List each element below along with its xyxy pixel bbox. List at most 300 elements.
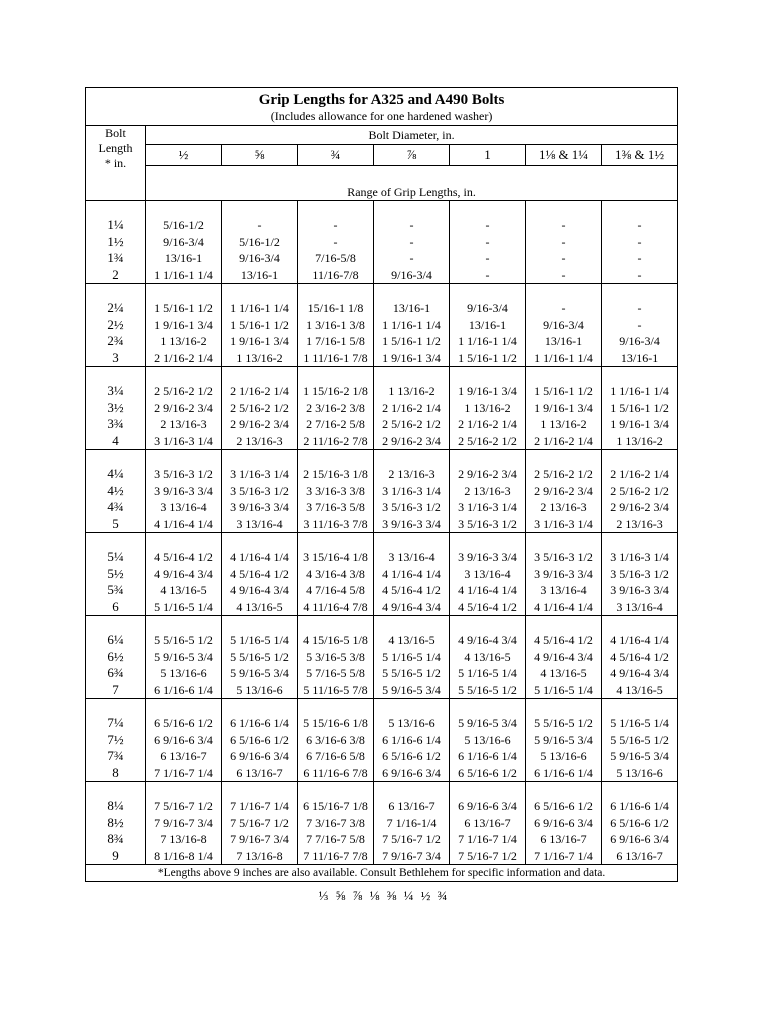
grip-range-cell xyxy=(526,284,602,367)
grip-range-value: 5 1/16-5 1/4 xyxy=(230,633,289,647)
bolt-diameter-header: Bolt Diameter, in. xyxy=(146,126,678,145)
grip-range-value: 4 1/16-4 1/4 xyxy=(230,550,289,564)
grip-range-value: 1 1/16-1 1/4 xyxy=(154,267,213,282)
grip-range-value: 4 7/16-4 5/8 xyxy=(306,583,365,597)
grip-range-cell xyxy=(602,450,678,533)
grip-range-value: 3 5/16-3 1/2 xyxy=(610,566,669,581)
grip-range-value: 7 9/16-7 3/4 xyxy=(154,815,213,830)
grip-range-value: 2 13/16-3 xyxy=(160,417,207,431)
grip-range-value: - xyxy=(637,218,642,232)
grip-range-value: - xyxy=(561,218,566,232)
diameter-row xyxy=(86,145,678,166)
grip-range-cell xyxy=(222,616,298,699)
length-group-row xyxy=(86,616,678,699)
bolt-length-header: Bolt Length * in. xyxy=(86,126,146,201)
grip-range-cell xyxy=(602,367,678,450)
grip-range-value: 5 5/16-5 1/2 xyxy=(610,732,669,747)
grip-range-cell xyxy=(602,284,678,367)
grip-range-value: 3 15/16-4 1/8 xyxy=(303,550,368,564)
grip-range-value: 5 9/16-5 3/4 xyxy=(230,666,289,680)
grip-range-value: 3 5/16-3 1/2 xyxy=(458,516,517,531)
length-group-row xyxy=(86,533,678,616)
grip-range-value: 2 13/16-3 xyxy=(540,500,587,514)
grip-range-value: 6 5/16-6 1/2 xyxy=(534,799,593,813)
grip-range-value: 7 1/16-7 1/4 xyxy=(230,799,289,813)
grip-range-value: 3 5/16-3 1/2 xyxy=(534,550,593,564)
grip-range-value: 3 9/16-3 3/4 xyxy=(610,583,669,597)
grip-range-cell xyxy=(450,450,526,533)
grip-range-value: 3 13/16-4 xyxy=(160,500,207,514)
grip-range-value: 4 13/16-5 xyxy=(388,633,435,647)
grip-range-value: 1 1/16-1 1/4 xyxy=(230,301,289,315)
grip-range-value: 5 1/16-5 1/4 xyxy=(154,599,213,614)
grip-range-value: 4 5/16-4 1/2 xyxy=(610,649,669,664)
bolt-length-value: 7¾ xyxy=(107,748,124,763)
grip-range-value: 5 9/16-5 3/4 xyxy=(154,649,213,664)
grip-range-value: 2 7/16-2 5/8 xyxy=(306,417,365,431)
grip-range-value: 4 5/16-4 1/2 xyxy=(534,633,593,647)
grip-range-cell xyxy=(222,533,298,616)
bolt-length-value: 8¾ xyxy=(107,831,124,846)
grip-range-value: 9/16-3/4 xyxy=(239,251,280,265)
bolt-length-value: 2¼ xyxy=(107,300,124,315)
grip-range-value: 7 1/16-7 1/4 xyxy=(458,832,517,846)
grip-range-value: 4 1/16-4 1/4 xyxy=(458,583,517,597)
footnote: *Lengths above 9 inches are also available. Consult Bethlehem for specific information and data. xyxy=(86,865,678,882)
grip-range-value: 1 13/16-2 xyxy=(616,433,663,448)
grip-range-value: 4 9/16-4 3/4 xyxy=(610,666,669,680)
grip-range-value: 6 1/16-6 1/4 xyxy=(230,716,289,730)
bolt-length-value: 8 xyxy=(112,764,119,780)
grip-range-value: 1 9/16-1 3/4 xyxy=(382,350,441,365)
grip-range-value: 6 13/16-7 xyxy=(464,815,511,830)
grip-range-cell xyxy=(526,367,602,450)
table-subtitle: (Includes allowance for one hardened washer) xyxy=(270,108,493,123)
bolt-length-value: 1½ xyxy=(107,233,124,249)
grip-range-cell xyxy=(222,201,298,284)
grip-range-cell xyxy=(374,201,450,284)
grip-range-value: 4 13/16-5 xyxy=(540,666,587,680)
grip-range-value: 3 13/16-4 xyxy=(540,583,587,597)
stray-fraction-glyphs: ⅓ ⅝ ⅞ ⅛ ⅜ ¼ ½ ¾ xyxy=(318,888,450,903)
grip-range-value: 1 1/16-1 1/4 xyxy=(458,334,517,348)
grip-range-value: 4 9/16-4 3/4 xyxy=(382,599,441,614)
title-cell xyxy=(86,88,678,126)
grip-range-value: 5 5/16-5 1/2 xyxy=(458,682,517,697)
grip-range-cell xyxy=(602,201,678,284)
grip-range-value: 3 5/16-3 1/2 xyxy=(154,467,213,481)
diameter-header-cell: 1 xyxy=(450,145,526,166)
grip-range-value: 2 5/16-2 1/2 xyxy=(458,433,517,448)
grip-range-value: 9/16-3/4 xyxy=(467,301,508,315)
bolt-length-value: 6 xyxy=(112,598,119,614)
grip-range-value: 6 13/16-7 xyxy=(160,749,207,763)
bolt-length-value: 1¼ xyxy=(107,217,124,232)
grip-range-value: 4 9/16-4 3/4 xyxy=(534,649,593,664)
grip-range-value: 6 9/16-6 3/4 xyxy=(154,732,213,747)
grip-range-value: 3 9/16-3 3/4 xyxy=(458,550,517,564)
diameter-header-cell: ⅞ xyxy=(374,145,450,166)
grip-range-value: 3 5/16-3 1/2 xyxy=(230,483,289,498)
grip-range-value: 6 3/16-6 3/8 xyxy=(306,732,365,747)
grip-range-value: 6 13/16-7 xyxy=(540,832,587,846)
grip-range-value: 4 9/16-4 3/4 xyxy=(458,633,517,647)
grip-range-value: 5 9/16-5 3/4 xyxy=(610,749,669,763)
grip-range-cell xyxy=(374,284,450,367)
grip-range-value: - xyxy=(485,251,490,265)
grip-range-value: 5 1/16-5 1/4 xyxy=(534,682,593,697)
bolt-length-value: 5 xyxy=(112,515,119,531)
bolt-length-value: 3¾ xyxy=(107,416,124,431)
diameter-header-cell: ¾ xyxy=(298,145,374,166)
bolt-length-value: 7½ xyxy=(107,731,124,747)
bolt-length-value: 7 xyxy=(112,681,119,697)
grip-range-value: 3 3/16-3 3/8 xyxy=(306,483,365,498)
grip-range-value: - xyxy=(257,218,262,232)
grip-range-value: 5 13/16-6 xyxy=(388,716,435,730)
grip-range-value: 6 9/16-6 3/4 xyxy=(382,765,441,780)
grip-range-value: 5 13/16-6 xyxy=(160,666,207,680)
grip-range-value: 2 9/16-2 3/4 xyxy=(154,400,213,415)
bolt-length-cell xyxy=(86,616,146,699)
grip-range-cell xyxy=(146,201,222,284)
bolt-length-cell xyxy=(86,699,146,782)
grip-range-value: 7 13/16-8 xyxy=(160,832,207,846)
grip-range-value: 6 1/16-6 1/4 xyxy=(534,765,593,780)
grip-range-value: 13/16-1 xyxy=(392,301,431,315)
grip-range-value: 13/16-1 xyxy=(620,350,659,365)
grip-range-cell xyxy=(146,533,222,616)
grip-range-cell xyxy=(450,533,526,616)
grip-range-value: 7 1/16-7 1/4 xyxy=(534,848,593,863)
grip-range-value: 4 3/16-4 3/8 xyxy=(306,566,365,581)
length-group-row xyxy=(86,450,678,533)
grip-range-value: 1 5/16-1 1/2 xyxy=(230,317,289,332)
grip-range-value: 13/16-1 xyxy=(468,317,507,332)
grip-range-value: 3 9/16-3 3/4 xyxy=(382,516,441,531)
grip-range-value: - xyxy=(485,267,490,282)
grip-range-value: 2 15/16-3 1/8 xyxy=(303,467,368,481)
grip-range-value: 5 9/16-5 3/4 xyxy=(458,716,517,730)
grip-range-value: 15/16-1 1/8 xyxy=(307,301,364,315)
grip-range-value: 1 9/16-1 3/4 xyxy=(534,400,593,415)
bolt-length-value: 8½ xyxy=(107,814,124,830)
grip-range-value: - xyxy=(637,301,642,315)
grip-range-value: 3 1/16-3 1/4 xyxy=(154,433,213,448)
grip-range-value: 9/16-3/4 xyxy=(619,334,660,348)
grip-range-value: - xyxy=(561,251,566,265)
grip-range-value: 1 9/16-1 3/4 xyxy=(610,417,669,431)
length-group-row xyxy=(86,201,678,284)
grip-range-value: 3 9/16-3 3/4 xyxy=(534,566,593,581)
grip-range-value: 2 1/16-2 1/4 xyxy=(534,433,593,448)
grip-range-value: 7 1/16-1/4 xyxy=(386,815,437,830)
grip-range-value: - xyxy=(637,267,642,282)
grip-range-value: 1 1/16-1 1/4 xyxy=(610,384,669,398)
diameter-header-cell: 1⅜ & 1½ xyxy=(602,145,678,166)
grip-range-cell xyxy=(450,782,526,865)
bolt-length-value: 9 xyxy=(112,847,119,863)
grip-range-cell xyxy=(374,367,450,450)
grip-range-value: 5 13/16-6 xyxy=(616,765,663,780)
grip-range-cell xyxy=(450,616,526,699)
bolt-length-cell xyxy=(86,450,146,533)
grip-range-value: 6 9/16-6 3/4 xyxy=(458,799,517,813)
grip-range-cell xyxy=(526,782,602,865)
grip-range-value: 3 1/16-3 1/4 xyxy=(534,516,593,531)
grip-range-value: 9/16-3/4 xyxy=(391,267,432,282)
bolt-length-value: 8¼ xyxy=(107,798,124,813)
grip-range-value: 6 9/16-6 3/4 xyxy=(230,749,289,763)
grip-range-value: 3 5/16-3 1/2 xyxy=(382,500,441,514)
grip-range-value: - xyxy=(637,234,642,249)
grip-range-value: 2 11/16-2 7/8 xyxy=(303,433,368,448)
grip-range-value: 7 9/16-7 3/4 xyxy=(230,832,289,846)
grip-range-value: 3 1/16-3 1/4 xyxy=(382,483,441,498)
grip-range-value: 2 13/16-3 xyxy=(464,483,511,498)
grip-range-cell xyxy=(298,616,374,699)
grip-range-value: 2 3/16-2 3/8 xyxy=(306,400,365,415)
grip-range-value: - xyxy=(485,234,490,249)
range-header: Range of Grip Lengths, in. xyxy=(146,166,678,201)
bolt-length-cell xyxy=(86,533,146,616)
grip-range-value: 7 1/16-7 1/4 xyxy=(154,765,213,780)
grip-range-cell xyxy=(222,782,298,865)
grip-range-value: 6 1/16-6 1/4 xyxy=(458,749,517,763)
grip-range-cell xyxy=(146,782,222,865)
grip-range-cell xyxy=(222,699,298,782)
grip-range-value: 6 9/16-6 3/4 xyxy=(534,815,593,830)
grip-range-value: 4 1/16-4 1/4 xyxy=(382,566,441,581)
grip-range-value: 4 5/16-4 1/2 xyxy=(458,599,517,614)
bolt-length-value: 3½ xyxy=(107,399,124,415)
grip-range-value: 5 13/16-6 xyxy=(236,682,283,697)
grip-range-value: 2 1/16-2 1/4 xyxy=(458,417,517,431)
grip-range-value: 7 13/16-8 xyxy=(236,848,283,863)
grip-range-value: - xyxy=(637,317,642,332)
grip-range-value: 2 5/16-2 1/2 xyxy=(154,384,213,398)
grip-range-value: 6 5/16-6 1/2 xyxy=(230,732,289,747)
grip-range-value: 6 1/16-6 1/4 xyxy=(154,682,213,697)
grip-range-value: - xyxy=(409,251,414,265)
bolt-length-value: 6¼ xyxy=(107,632,124,647)
grip-range-value: 2 9/16-2 3/4 xyxy=(534,483,593,498)
length-group-row xyxy=(86,284,678,367)
grip-range-value: 1 5/16-1 1/2 xyxy=(610,400,669,415)
grip-range-cell xyxy=(374,450,450,533)
grip-range-cell xyxy=(298,533,374,616)
grip-range-value: 1 9/16-1 3/4 xyxy=(154,317,213,332)
grip-range-cell xyxy=(450,201,526,284)
grip-range-value: 7 5/16-7 1/2 xyxy=(154,799,213,813)
grip-range-cell xyxy=(450,699,526,782)
grip-range-value: 7 7/16-7 5/8 xyxy=(306,832,365,846)
grip-range-value: - xyxy=(409,234,414,249)
grip-range-value: 5/16-1/2 xyxy=(163,218,204,232)
grip-range-value: 4 13/16-5 xyxy=(464,649,511,664)
grip-range-value: - xyxy=(561,301,566,315)
grip-range-cell xyxy=(374,699,450,782)
grip-range-value: 2 9/16-2 3/4 xyxy=(458,467,517,481)
grip-range-value: 2 1/16-2 1/4 xyxy=(610,467,669,481)
bolt-length-value: 3 xyxy=(112,349,119,365)
bolt-length-value: 5¼ xyxy=(107,549,124,564)
grip-range-value: 3 7/16-3 5/8 xyxy=(306,500,365,514)
grip-range-value: 1 5/16-1 1/2 xyxy=(154,301,213,315)
grip-range-value: 4 1/16-4 1/4 xyxy=(534,599,593,614)
length-group-row xyxy=(86,699,678,782)
grip-range-cell xyxy=(298,450,374,533)
grip-range-cell xyxy=(298,699,374,782)
grip-range-value: 5 1/16-5 1/4 xyxy=(458,666,517,680)
bolt-length-value: 4½ xyxy=(107,482,124,498)
grip-range-value: 1 9/16-1 3/4 xyxy=(458,384,517,398)
bolt-length-cell xyxy=(86,284,146,367)
grip-range-value: 6 7/16-6 5/8 xyxy=(306,749,365,763)
grip-range-value: 13/16-1 xyxy=(240,267,279,282)
grip-range-cell xyxy=(526,201,602,284)
grip-range-value: 13/16-1 xyxy=(544,334,583,348)
grip-range-value: 2 9/16-2 3/4 xyxy=(610,500,669,514)
grip-range-value: - xyxy=(333,234,338,249)
grip-range-value: - xyxy=(333,218,338,232)
grip-range-value: 7 3/16-7 3/8 xyxy=(306,815,365,830)
grip-range-value: 3 13/16-4 xyxy=(388,550,435,564)
grip-range-value: 1 5/16-1 1/2 xyxy=(534,384,593,398)
grip-range-value: 4 15/16-5 1/8 xyxy=(303,633,368,647)
grip-range-value: 3 13/16-4 xyxy=(464,566,511,581)
grip-range-value: 2 9/16-2 3/4 xyxy=(382,433,441,448)
grip-range-value: 6 9/16-6 3/4 xyxy=(610,832,669,846)
grip-range-value: 2 1/16-2 1/4 xyxy=(230,384,289,398)
grip-range-value: 7 5/16-7 1/2 xyxy=(458,848,517,863)
bolt-length-value: 7¼ xyxy=(107,715,124,730)
grip-range-value: 9/16-3/4 xyxy=(543,317,584,332)
bolt-length-value: 4¾ xyxy=(107,499,124,514)
grip-range-value: 6 1/16-6 1/4 xyxy=(382,732,441,747)
grip-range-value: 4 5/16-4 1/2 xyxy=(154,550,213,564)
grip-range-value: 3 11/16-3 7/8 xyxy=(303,516,368,531)
grip-range-value: 1 5/16-1 1/2 xyxy=(382,334,441,348)
grip-range-cell xyxy=(602,533,678,616)
grip-range-value: 11/16-7/8 xyxy=(312,267,359,282)
grip-range-value: 4 9/16-4 3/4 xyxy=(230,583,289,597)
grip-range-cell xyxy=(298,367,374,450)
grip-range-value: - xyxy=(561,234,566,249)
grip-range-value: 2 13/16-3 xyxy=(236,433,283,448)
grip-range-value: 6 5/16-6 1/2 xyxy=(610,815,669,830)
bolt-length-value: 4 xyxy=(112,432,119,448)
grip-range-value: 2 5/16-2 1/2 xyxy=(230,400,289,415)
grip-range-cell xyxy=(222,450,298,533)
grip-range-cell xyxy=(602,699,678,782)
bolt-length-value: 5¾ xyxy=(107,582,124,597)
grip-range-value: 4 1/16-4 1/4 xyxy=(154,516,213,531)
grip-range-value: 5 13/16-6 xyxy=(464,732,511,747)
bolt-length-value: 3¼ xyxy=(107,383,124,398)
diameter-header-cell: ½ xyxy=(146,145,222,166)
grip-range-value: 3 1/16-3 1/4 xyxy=(610,550,669,564)
grip-range-cell xyxy=(298,201,374,284)
grip-range-value: 3 1/16-3 1/4 xyxy=(458,500,517,514)
grip-range-value: 4 1/16-4 1/4 xyxy=(610,633,669,647)
grip-range-value: 3 9/16-3 3/4 xyxy=(154,483,213,498)
grip-range-value: 1 1/16-1 1/4 xyxy=(382,317,441,332)
grip-range-cell xyxy=(298,284,374,367)
grip-range-value: 5 13/16-6 xyxy=(540,749,587,763)
grip-range-value: 1 9/16-1 3/4 xyxy=(230,334,289,348)
grip-range-value: 8 1/16-8 1/4 xyxy=(154,848,213,863)
grip-range-value: 5 3/16-5 3/8 xyxy=(306,649,365,664)
grip-range-value: 4 5/16-4 1/2 xyxy=(230,566,289,581)
grip-range-cell xyxy=(526,450,602,533)
grip-range-value: 1 13/16-2 xyxy=(464,400,511,415)
grip-range-value: 6 13/16-7 xyxy=(388,799,435,813)
grip-range-value: 2 5/16-2 1/2 xyxy=(610,483,669,498)
grip-range-value: 3 1/16-3 1/4 xyxy=(230,467,289,481)
grip-range-value: 4 13/16-5 xyxy=(616,682,663,697)
grip-range-value: 7/16-5/8 xyxy=(315,251,356,265)
grip-range-value: 5/16-1/2 xyxy=(239,234,280,249)
grip-range-value: 1 13/16-2 xyxy=(540,417,587,431)
grip-range-value: 5 5/16-5 1/2 xyxy=(534,716,593,730)
bolt-length-value: 2 xyxy=(112,266,119,282)
grip-range-value: 2 13/16-3 xyxy=(616,516,663,531)
grip-range-value: 5 15/16-6 1/8 xyxy=(303,716,368,730)
bolt-length-value: 5½ xyxy=(107,565,124,581)
grip-range-cell xyxy=(450,284,526,367)
grip-range-value: - xyxy=(561,267,566,282)
diameter-header-cell: ⅝ xyxy=(222,145,298,166)
grip-range-cell xyxy=(450,367,526,450)
grip-range-value: 5 5/16-5 1/2 xyxy=(154,633,213,647)
grip-range-cell xyxy=(146,284,222,367)
grip-range-cell xyxy=(602,616,678,699)
grip-range-value: - xyxy=(637,251,642,265)
grip-range-value: 5 1/16-5 1/4 xyxy=(610,716,669,730)
grip-range-value: 5 11/16-5 7/8 xyxy=(303,682,368,697)
grip-range-value: 13/16-1 xyxy=(164,251,203,265)
grip-range-value: 6 13/16-7 xyxy=(236,765,283,780)
grip-range-value: 1 15/16-2 1/8 xyxy=(303,384,368,398)
table-body xyxy=(86,201,678,865)
grip-range-value: 6 5/16-6 1/2 xyxy=(154,716,213,730)
grip-range-value: 6 1/16-6 1/4 xyxy=(610,799,669,813)
grip-range-value: 3 13/16-4 xyxy=(236,516,283,531)
grip-range-value: 5 9/16-5 3/4 xyxy=(534,732,593,747)
grip-range-value: 5 5/16-5 1/2 xyxy=(382,666,441,680)
grip-range-value: 5 9/16-5 3/4 xyxy=(382,682,441,697)
grip-range-value: 1 5/16-1 1/2 xyxy=(458,350,517,365)
grip-range-value: 2 9/16-2 3/4 xyxy=(230,417,289,431)
grip-length-table xyxy=(85,87,678,882)
table-title: Grip Lengths for A325 and A490 Bolts xyxy=(258,91,505,108)
grip-range-value: - xyxy=(409,218,414,232)
grip-range-value: 1 7/16-1 5/8 xyxy=(306,334,365,348)
grip-range-value: 6 15/16-7 1/8 xyxy=(303,799,368,813)
grip-range-value: 6 11/16-6 7/8 xyxy=(303,765,368,780)
grip-range-value: 2 5/16-2 1/2 xyxy=(534,467,593,481)
grip-range-cell xyxy=(526,616,602,699)
grip-range-cell xyxy=(374,533,450,616)
grip-range-value: 5 1/16-5 1/4 xyxy=(382,649,441,664)
grip-range-value: 3 9/16-3 3/4 xyxy=(230,500,289,514)
grip-range-cell xyxy=(222,367,298,450)
grip-range-value: 7 5/16-7 1/2 xyxy=(382,832,441,846)
bolt-length-value: 2¾ xyxy=(107,333,124,348)
grip-range-value: 9/16-3/4 xyxy=(163,234,204,249)
bolt-length-value: 4¼ xyxy=(107,466,124,481)
